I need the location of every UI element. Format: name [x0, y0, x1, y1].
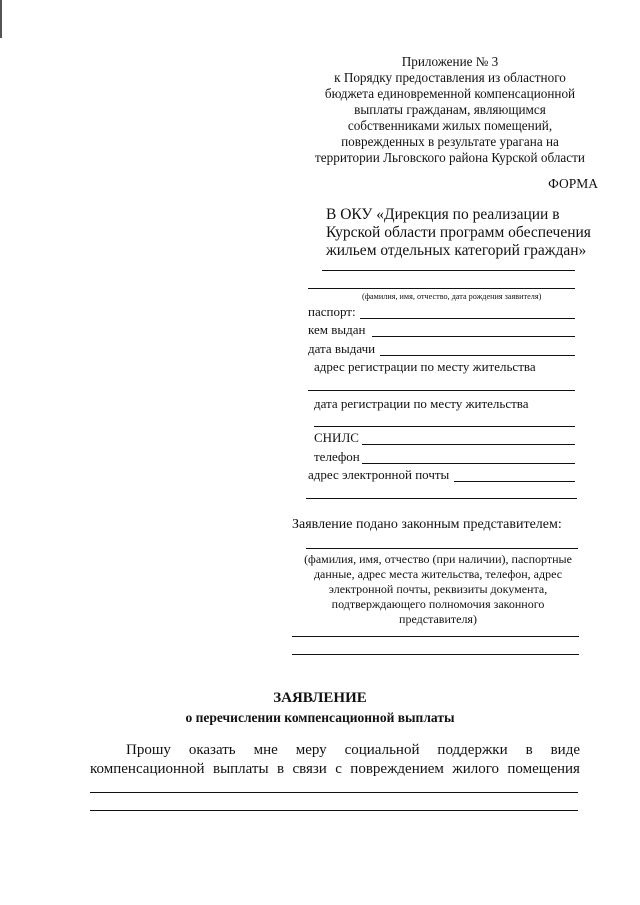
issue-date-label: дата выдачи	[308, 341, 376, 356]
representative-name-field[interactable]	[306, 548, 578, 549]
reg-date-field[interactable]	[314, 426, 575, 427]
snils-field[interactable]	[362, 444, 575, 445]
word: поддержки	[437, 742, 508, 758]
appendix-line: выплаты гражданам, являющимся	[354, 102, 546, 117]
appendix-line: к Порядку предоставления из областного	[334, 70, 566, 85]
word: Прошу	[126, 742, 171, 758]
word: виде	[550, 742, 580, 758]
issue-date-field[interactable]	[380, 355, 575, 356]
phone-field[interactable]	[362, 463, 575, 464]
word: повреждением	[350, 761, 444, 777]
word: меру	[295, 742, 327, 758]
appendix-line: бюджета единовременной компенсационной	[324, 86, 576, 101]
addressee-line: Курской области программ обеспечения	[326, 224, 591, 241]
caption-line: представителя)	[399, 612, 477, 626]
word: жилого	[452, 761, 499, 777]
addressee-block	[326, 206, 606, 260]
addressee-line: В ОКУ «Дирекция по реализации в	[326, 206, 560, 223]
applicant-name-caption: (фамилия, имя, отчество, дата рождения заявителя)	[362, 292, 542, 301]
paragraph-line-2	[90, 760, 580, 779]
passport-field[interactable]	[360, 318, 575, 319]
word: в	[276, 761, 285, 777]
reg-address-label: адрес регистрации по месту жительства	[314, 359, 536, 374]
representative-heading: Заявление подано законным представителем:	[292, 517, 562, 532]
paragraph-line-1	[90, 741, 580, 760]
email-field[interactable]	[454, 481, 575, 482]
caption-line: подтверждающего полномочия законного	[331, 597, 545, 611]
reg-address-field[interactable]	[308, 390, 575, 391]
reg-date-label: дата регистрации по месту жительства	[314, 396, 529, 411]
caption-line: электронной почты, реквизиты документа,	[328, 582, 548, 596]
word: оказать	[188, 742, 236, 758]
email-label: адрес электронной почты	[308, 467, 450, 482]
applicant-name-field[interactable]	[308, 288, 575, 289]
representative-field-1[interactable]	[292, 636, 579, 637]
passport-label: паспорт:	[308, 304, 356, 319]
appendix-line: собственниками жилых помещений,	[347, 118, 553, 133]
word: с	[335, 761, 342, 777]
snils-label: СНИЛС	[314, 430, 359, 445]
statement-title: ЗАЯВЛЕНИЕ	[273, 690, 367, 706]
appendix-header	[300, 54, 600, 166]
applicant-extra-line[interactable]	[306, 498, 577, 499]
page-edge-mark	[0, 0, 2, 38]
issued-by-field[interactable]	[372, 336, 575, 337]
appendix-line: Приложение № 3	[401, 54, 499, 69]
representative-field-2[interactable]	[292, 654, 579, 655]
appendix-line: поврежденных в результате урагана на	[341, 134, 559, 149]
word: помещения	[507, 761, 580, 777]
representative-caption	[296, 552, 580, 627]
word: мне	[253, 742, 278, 758]
issued-by-label: кем выдан	[308, 322, 366, 337]
word: компенсационной	[90, 761, 205, 777]
word: выплаты	[212, 761, 269, 777]
word: в	[525, 742, 533, 758]
appendix-line: территории Льговского района Курской области	[315, 150, 585, 165]
caption-line: данные, адрес места жительства, телефон, адрес	[313, 567, 563, 581]
statement-field-1[interactable]	[90, 792, 578, 793]
caption-line: (фамилия, имя, отчество (при наличии), паспортные	[304, 552, 572, 566]
form-label: ФОРМА	[548, 176, 598, 191]
phone-label: телефон	[314, 449, 360, 464]
word: социальной	[344, 742, 420, 758]
statement-subtitle: о перечислении компенсационной выплаты	[185, 710, 455, 725]
addressee-underline	[322, 270, 575, 271]
addressee-line: жильем отдельных категорий граждан»	[326, 242, 587, 259]
statement-field-2[interactable]	[90, 810, 578, 811]
statement-paragraph	[90, 741, 580, 779]
word: связи	[292, 761, 327, 777]
